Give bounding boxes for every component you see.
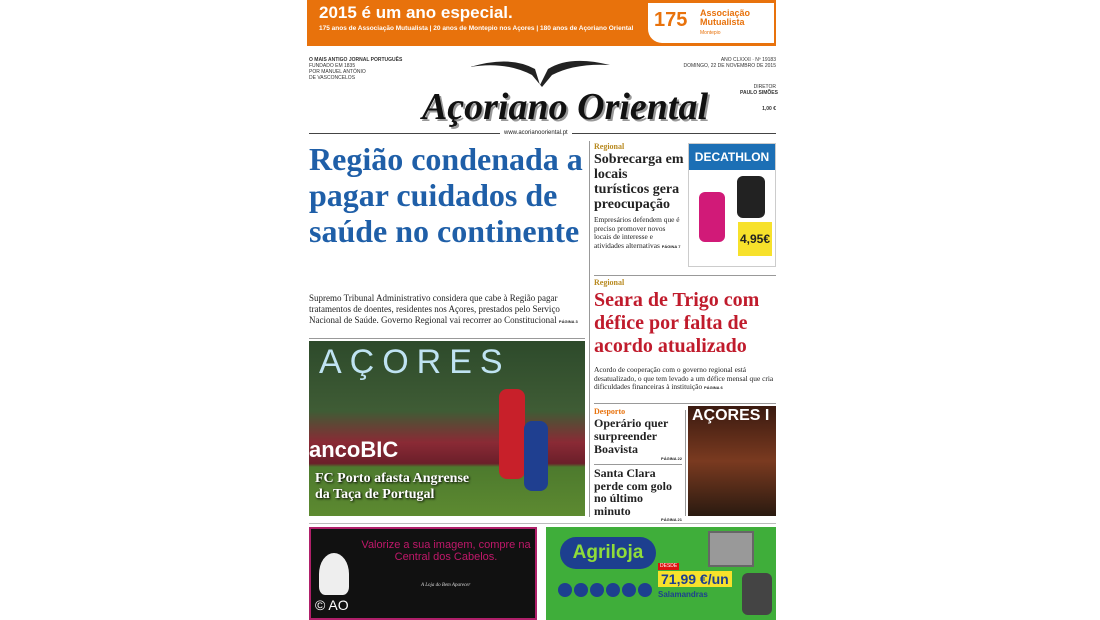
page-ref: PÁGINA 3 <box>558 319 578 324</box>
category-icon <box>606 583 620 597</box>
divider <box>594 403 776 404</box>
stove-image <box>742 573 772 615</box>
divider <box>594 275 776 276</box>
football-photo[interactable] <box>309 341 585 516</box>
magazine-cover[interactable] <box>688 406 776 516</box>
masthead-director-info <box>740 84 776 112</box>
banner-title: 2015 é um ano especial. <box>319 3 513 22</box>
info-line: POR MANUEL ANTÓNIO <box>309 69 366 75</box>
decathlon-price: 4,95€ <box>738 222 772 256</box>
photo-sign: AÇORES <box>319 343 511 381</box>
page-ref: PÁGINA 7 <box>661 243 681 249</box>
info-line: O MAIS ANTIGO JORNAL PORTUGUÊS <box>309 57 403 63</box>
logo-sub: Montepio <box>700 30 721 36</box>
ad-slogan: A Loja do Bem Aparecer <box>421 583 471 588</box>
shirt-black <box>737 176 765 218</box>
issue-number: ANO CLXXXI · Nº 19183 <box>720 57 776 63</box>
text: Acordo de cooperação com o governo regional está desatualizado, o que tem levado a um défice mensal que cria dificuldades financeiras à instituição <box>594 365 774 392</box>
main-lead <box>309 293 587 326</box>
director-name: PAULO SIMÕES <box>740 90 778 96</box>
photo-caption[interactable]: FC Porto afasta Angrense da Taça de Portugal <box>315 471 470 502</box>
photo-board: ancoBIC <box>309 437 399 462</box>
info-line: DE VASCONCELOS <box>309 75 356 81</box>
article-operario[interactable] <box>594 407 682 461</box>
product-name: Salamandras <box>658 590 708 599</box>
category-icon <box>558 583 572 597</box>
issue-date: DOMINGO, 22 DE NOVEMBRO DE 2015 <box>683 63 776 69</box>
website-link[interactable]: www.acorianooriental.pt <box>500 130 572 137</box>
logo-number: 175 <box>654 9 688 31</box>
article-headline[interactable]: Santa Clara perde com golo no último minuto <box>594 466 672 518</box>
divider <box>594 464 682 465</box>
banner-subtitle: 175 anos de Associação Mutualista | 20 anos de Montepio nos Açores | 180 anos de Açoriano Oriental <box>319 25 634 32</box>
category-icon <box>574 583 588 597</box>
masthead-title[interactable]: Açoriano Oriental <box>421 86 709 128</box>
main-headline[interactable]: Região condenada a pagar cuidados de saúde no continente <box>309 141 583 249</box>
lead-text: Supremo Tribunal Administrativo considera que cabe à Região pagar tratamentos de doentes, residentes nos Açores, prestados pelo Serviço Nacional de Saúde. Governo Regional vai recorrer ao Constitucional <box>309 293 560 325</box>
divider <box>309 523 776 524</box>
section-label: Regional <box>594 142 625 151</box>
text: Empresários defendem que é preciso promover novos locais de interesse e atividades alternativas <box>594 215 680 250</box>
column-divider <box>685 410 686 516</box>
section-label: Desporto <box>594 407 626 416</box>
decathlon-logo: DECATHLON <box>689 144 775 170</box>
masthead-right-info <box>680 57 776 69</box>
page-ref: PÁGINA 6 <box>704 385 723 391</box>
info-line: FUNDADO EM 1835 <box>309 63 356 69</box>
magazine-title: AÇORES I <box>692 407 770 424</box>
shirt-pink <box>699 192 725 242</box>
article-text <box>594 216 684 250</box>
agriloja-logo: Agriloja <box>560 537 656 569</box>
central-cabelos-ad[interactable] <box>309 527 537 620</box>
seara-headline[interactable]: Seara de Trigo com défice por falta de acordo atualizado <box>594 289 760 357</box>
director-label: DIRETOR <box>753 84 776 90</box>
eagle-icon <box>470 55 610 87</box>
category-icon <box>638 583 652 597</box>
page-ref: PÁGINA 22 <box>661 456 682 461</box>
player-blue <box>524 421 548 491</box>
copyright: © AO <box>315 597 349 613</box>
from-label: DESDE <box>660 563 678 569</box>
decathlon-ad[interactable] <box>688 143 776 267</box>
article-tourism[interactable] <box>594 142 684 250</box>
player-red <box>499 389 525 479</box>
article-headline[interactable]: Sobrecarga em locais turísticos gera preocupação <box>594 152 684 212</box>
column-divider <box>589 141 590 517</box>
article-headline[interactable]: Operário quer surpreender Boavista <box>594 416 669 456</box>
agriloja-ad[interactable] <box>546 527 776 620</box>
top-banner-ad[interactable] <box>307 0 776 46</box>
section-label: Regional <box>594 278 625 287</box>
face-illustration <box>319 553 349 595</box>
banner-logo <box>648 3 774 43</box>
masthead-left-info <box>309 57 402 81</box>
category-icon <box>590 583 604 597</box>
price: 1,00 € <box>762 106 776 112</box>
page-ref: PÁGINA 21 <box>661 517 682 522</box>
stove-image <box>708 531 754 567</box>
category-icon <box>622 583 636 597</box>
logo-text: Associação Mutualista <box>700 8 751 27</box>
agriloja-price: 71,99 €/un <box>658 571 732 587</box>
article-santa-clara[interactable] <box>594 467 682 522</box>
ad-text: Valorize a sua imagem, compre na Central dos Cabelos. <box>361 539 531 563</box>
article-text <box>594 366 776 392</box>
divider <box>309 338 585 339</box>
